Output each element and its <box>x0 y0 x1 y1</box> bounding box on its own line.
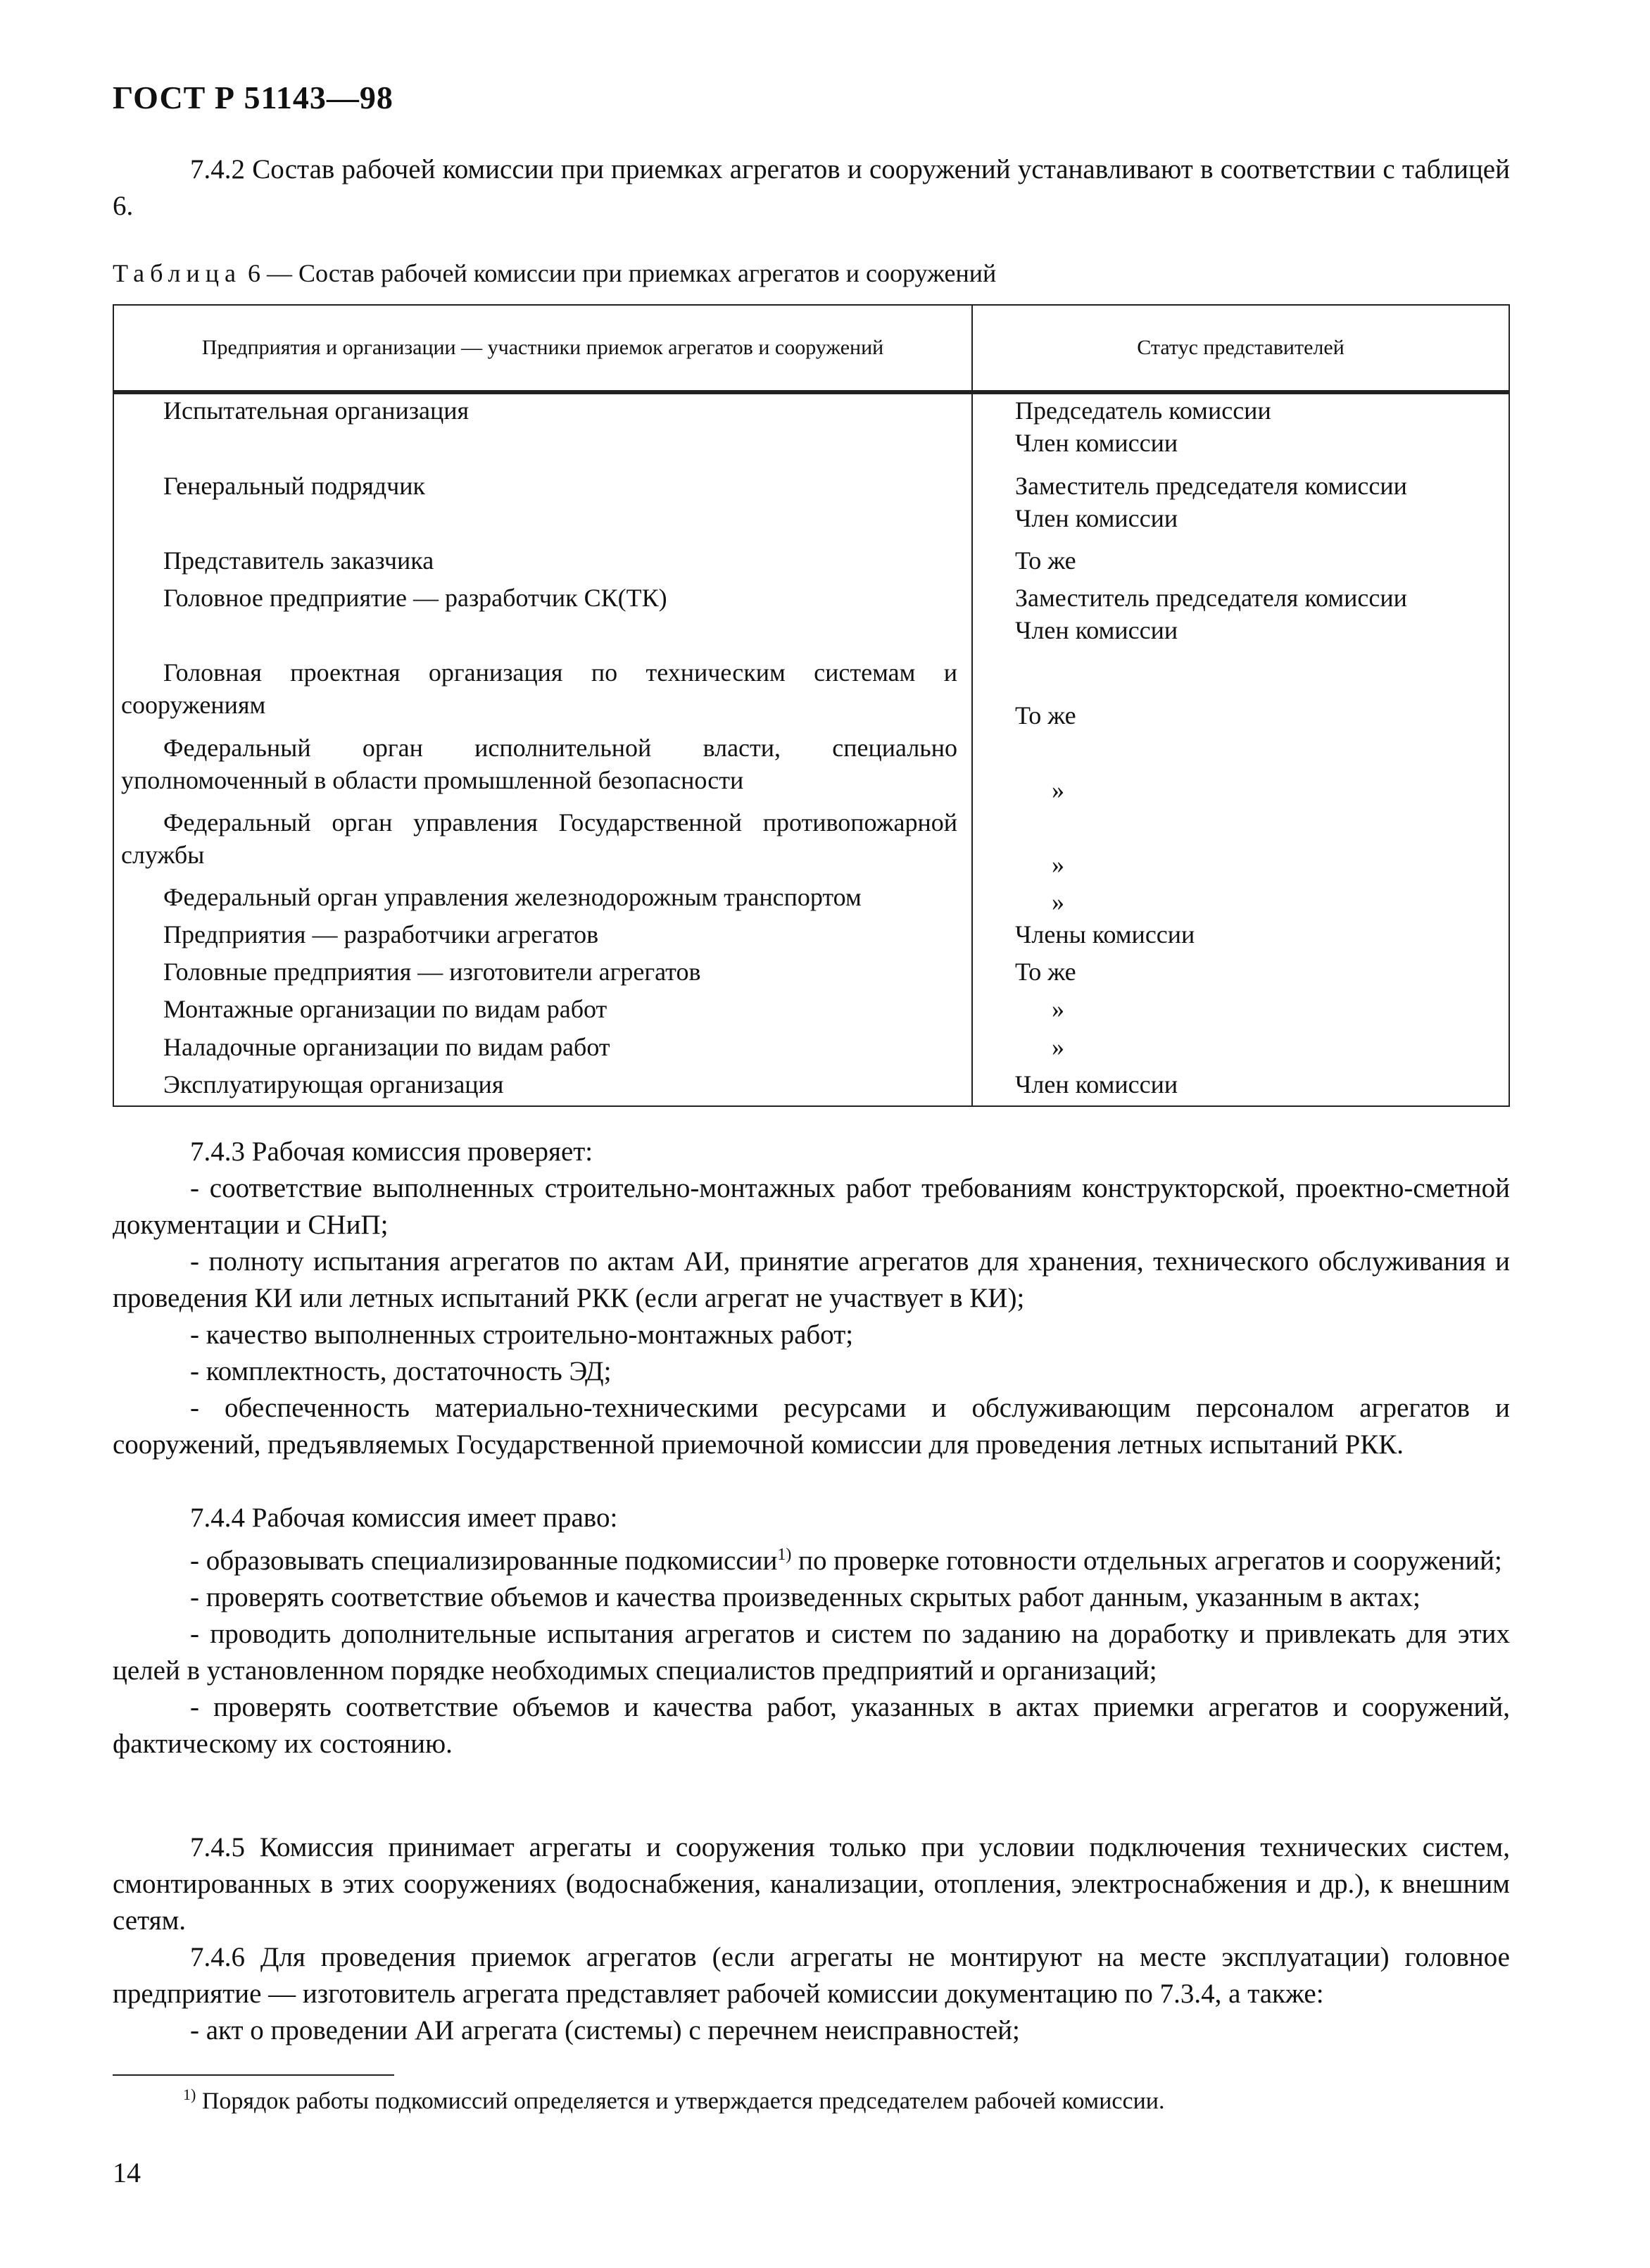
status-cell <box>972 1031 1509 1068</box>
table-row <box>113 470 1509 544</box>
status-cell <box>972 470 1509 544</box>
table-row <box>113 956 1509 993</box>
table-row <box>113 993 1509 1030</box>
footnote-text: Порядок работы подкомиссий определяется и утверждается председателем рабочей комиссии. <box>196 2088 1165 2114</box>
organization-name <box>121 502 957 534</box>
section-7-4-3 <box>113 1134 1510 1463</box>
table-row <box>113 1031 1509 1068</box>
table-row <box>113 582 1509 656</box>
footnote <box>183 2086 1164 2114</box>
paragraph-7-4-6: 7.4.6 Для проведения приемок агрегатов (если агрегаты не монтируют на месте эксплуатации) головное предприятие — изготовитель агрегата представляет рабочей комиссии документацию по 7.3.4, а также: - акт о проведении АИ агрегата (системы) с перечнем неисправностей; <box>113 1939 1510 2049</box>
status-value: Член комиссии <box>1015 503 1178 532</box>
organization-name: Эксплуатирующая организация <box>163 1070 504 1098</box>
status-value: Председатель комиссии <box>1015 396 1271 425</box>
list-item: - комплектность, достаточность ЭД; <box>190 1356 612 1386</box>
table-row <box>113 881 1509 918</box>
organization-name <box>121 427 957 459</box>
organization-name: Испытательная организация <box>163 396 470 425</box>
status-value: Член комиссии <box>1015 616 1178 645</box>
organization-cell <box>113 392 972 470</box>
status-cell <box>972 918 1509 956</box>
paragraph-7-4-2: 7.4.2 Состав рабочей комиссии при приемках агрегатов и сооружений устанавливают в соответствии с таблицей 6. <box>113 154 1510 221</box>
status-value: » <box>1052 995 1064 1024</box>
status-value: Заместитель председателя комиссии <box>1015 584 1407 613</box>
list-item: - соответствие выполненных строительно-монтажных работ требованиям конструкторской, проектно-сметной документации и СНиП; <box>113 1173 1510 1240</box>
footnote-marker: 1) <box>183 2086 196 2103</box>
status-cell <box>972 806 1509 881</box>
list-item: - обеспеченность материально-техническими ресурсами и обслуживающим персоналом агрегатов и сооружений, предъявляемых Государственной приемочной комиссии для проведения летных испытаний РКК. <box>113 1393 1510 1460</box>
section-7-4-4-title: 7.4.4 Рабочая комиссия имеет право: <box>190 1503 618 1533</box>
list-item: - проводить дополнительные испытания агрегатов и систем по заданию на доработку и привлекать для этих целей в установленном порядке необходимых специалистов предприятий и организаций; <box>113 1619 1510 1686</box>
table-row <box>113 918 1509 956</box>
organization-name: Федеральный орган исполнительной власти, специально уполномоченный в области промышленной безопасности <box>121 733 957 794</box>
list-item: - проверять соответствие объемов и качества произведенных скрытых работ данным, указанным в актах; <box>190 1582 1421 1612</box>
document-code: ГОСТ Р 51143—98 <box>113 80 393 115</box>
table-row <box>113 732 1509 806</box>
organization-cell <box>113 956 972 993</box>
status-value: Член комиссии <box>1015 429 1178 457</box>
organization-name: Предприятия — разработчики агрегатов <box>163 920 599 949</box>
organization-cell <box>113 656 972 731</box>
status-cell <box>972 956 1509 993</box>
organization-cell <box>113 470 972 544</box>
page-number: 14 <box>113 2157 141 2188</box>
section-7-4-4 <box>113 1500 1510 1762</box>
organization-name: Головные предприятия — изготовители агрегатов <box>163 958 701 986</box>
status-value: » <box>1052 851 1064 879</box>
table-row <box>113 392 1509 470</box>
table-row <box>113 1068 1509 1106</box>
status-cell <box>972 656 1509 731</box>
organization-name <box>121 614 957 646</box>
status-value: » <box>1052 1032 1064 1061</box>
status-cell <box>972 993 1509 1030</box>
organization-name: Наладочные организации по видам работ <box>163 1032 610 1061</box>
table-caption-text: 6 — Состав рабочей комиссии при приемках агрегатов и сооружений <box>247 259 997 287</box>
table-header-status: Статус представителей <box>972 305 1509 392</box>
list-item: - полноту испытания агрегатов по актам АИ, принятие агрегатов для хранения, технического обслуживания и проведения КИ или летных испытаний РКК (если агрегат не участвует в КИ); <box>113 1246 1510 1313</box>
paragraph-7-4-5: 7.4.5 Комиссия принимает агрегаты и сооружения только при условии подключения технических систем, смонтированных в этих сооружениях (водоснабжения, канализации, отопления, электроснабжения и др.), к внешним сетям. <box>113 1832 1510 1936</box>
status-cell <box>972 1068 1509 1106</box>
status-value: » <box>1052 775 1064 804</box>
organization-name: Представитель заказчика <box>163 546 434 575</box>
status-value: То же <box>1015 546 1076 575</box>
organization-name: Федеральный орган управления Государственной противопожарной службы <box>121 808 957 869</box>
table-row <box>113 656 1509 731</box>
organization-cell <box>113 806 972 881</box>
list-item: - акт о проведении АИ агрегата (системы) с перечнем неисправностей; <box>190 2015 1020 2045</box>
list-item: - образовывать специализированные подкомиссии$^{1)}$ по проверке готовности отдельных агрегатов и сооружений; <box>190 1546 1502 1576</box>
list-item: - проверять соответствие объемов и качества работ, указанных в актах приемки агрегатов и сооружений, фактическому их состоянию. <box>113 1692 1510 1759</box>
status-value: То же <box>1015 958 1076 986</box>
footnote-divider <box>113 2074 394 2076</box>
status-value: » <box>1052 888 1064 917</box>
status-cell <box>972 392 1509 470</box>
table-row <box>113 544 1509 582</box>
organization-name: Головное предприятие — разработчик СК(ТК) <box>163 584 667 613</box>
organization-name: Монтажные организации по видам работ <box>163 995 607 1024</box>
section-7-4-3-title: 7.4.3 Рабочая комиссия проверяет: <box>190 1136 593 1167</box>
status-value: То же <box>1015 701 1076 729</box>
status-cell <box>972 881 1509 918</box>
organization-cell <box>113 881 972 918</box>
organization-cell <box>113 1068 972 1106</box>
list-item: - качество выполненных строительно-монтажных работ; <box>190 1320 854 1350</box>
table-row <box>113 806 1509 881</box>
organization-cell <box>113 918 972 956</box>
organization-cell <box>113 732 972 806</box>
organization-cell <box>113 582 972 656</box>
organization-name: Федеральный орган управления железнодорожным транспортом <box>163 883 862 912</box>
organization-cell <box>113 1031 972 1068</box>
status-value: Члены комиссии <box>1015 920 1195 949</box>
status-cell <box>972 544 1509 582</box>
status-cell <box>972 582 1509 656</box>
table-6 <box>113 304 1510 1107</box>
organization-name: Головная проектная организация по техническим системам и сооружениям <box>121 658 957 720</box>
organization-cell <box>113 993 972 1030</box>
organization-name: Генеральный подрядчик <box>163 471 425 500</box>
footnote-reference: 1) <box>777 1546 792 1564</box>
table-caption-word: Таблица <box>113 259 241 287</box>
organization-cell <box>113 544 972 582</box>
status-value: Член комиссии <box>1015 1070 1178 1098</box>
status-cell <box>972 732 1509 806</box>
status-value: Заместитель председателя комиссии <box>1015 471 1407 500</box>
table-body <box>113 392 1509 1106</box>
table-header-organizations: Предприятия и организации — участники приемок агрегатов и сооружений <box>113 305 972 392</box>
table-caption <box>113 258 996 288</box>
